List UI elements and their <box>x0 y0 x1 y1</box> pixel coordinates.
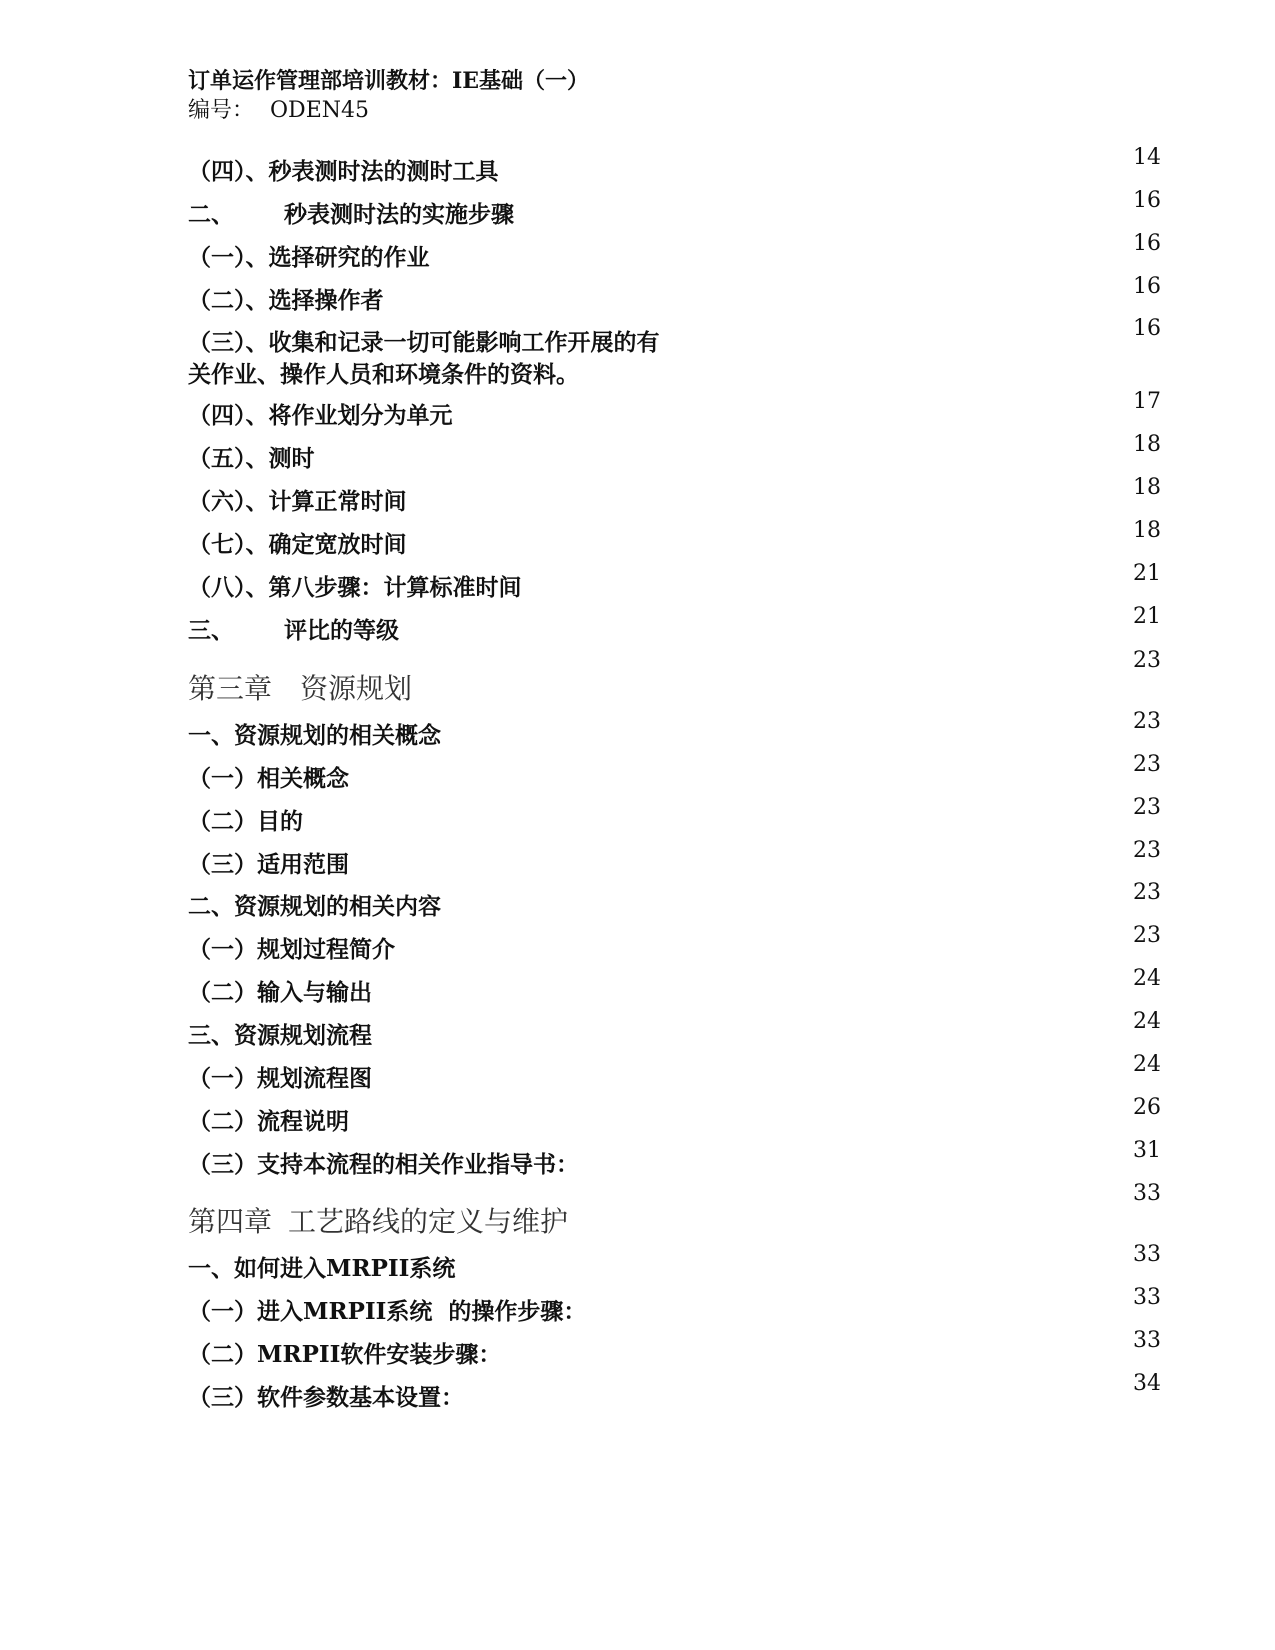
toc-entry-number: 二、 <box>188 201 234 228</box>
document-title: 订单运作管理部培训教材：IE基础（一） <box>188 68 590 94</box>
toc-entry-page: 23 <box>1133 838 1161 863</box>
toc-entry-page: 24 <box>1133 1009 1161 1034</box>
toc-entry-page: 18 <box>1133 432 1161 457</box>
toc-entry-page: 21 <box>1133 604 1161 629</box>
toc-entry-page: 23 <box>1133 795 1161 820</box>
toc-entry-label: （七）、确定宽放时间 <box>188 531 407 558</box>
toc-chapter-number: 第四章 <box>188 1205 273 1238</box>
toc-entry-page: 23 <box>1133 752 1161 777</box>
toc-entry-page: 21 <box>1133 561 1161 586</box>
toc-entry-label: （三）、收集和记录一切可能影响工作开展的有关作业、操作人员和环境条件的资料。 <box>188 329 660 388</box>
toc-entry-page: 31 <box>1133 1138 1161 1163</box>
toc-entry-page: 23 <box>1133 880 1161 905</box>
toc-entry-page: 16 <box>1133 231 1161 256</box>
toc-entry-page: 33 <box>1133 1328 1161 1353</box>
toc-entry-label: （八）、第八步骤：计算标准时间 <box>188 574 522 601</box>
toc-entry-label: （三）软件参数基本设置： <box>188 1384 464 1411</box>
toc-entry-label: （三）支持本流程的相关作业指导书： <box>188 1151 579 1178</box>
toc-entry-page: 18 <box>1133 475 1161 500</box>
toc-entry-label: 一、资源规划的相关概念 <box>188 722 441 749</box>
toc-entry-page: 24 <box>1133 1052 1161 1077</box>
toc-entry-page: 26 <box>1133 1095 1161 1120</box>
toc-entry-label: （二）目的 <box>188 808 303 835</box>
toc-entry-label: 评比的等级 <box>284 617 399 644</box>
toc-entry-page: 23 <box>1133 709 1161 734</box>
toc-chapter-number: 第三章 <box>188 672 273 705</box>
toc-entry-label: （二）MRPII软件安装步骤： <box>188 1341 502 1368</box>
toc-entry-page: 24 <box>1133 966 1161 991</box>
toc-entry-page: 16 <box>1133 316 1161 341</box>
toc-entry-label: （一）、选择研究的作业 <box>188 244 430 271</box>
toc-entry-label: 三、资源规划流程 <box>188 1022 372 1049</box>
toc-entry-label: （四）、秒表测时法的测时工具 <box>188 158 499 185</box>
toc-entry-page: 23 <box>1133 648 1161 673</box>
toc-entry-label: （一）规划过程简介 <box>188 936 395 963</box>
toc-entry-number: 三、 <box>188 617 234 644</box>
toc-entry-page: 16 <box>1133 188 1161 213</box>
toc-entry-label: （二）、选择操作者 <box>188 287 384 314</box>
toc-entry-label: 一、如何进入MRPII系统 <box>188 1255 456 1282</box>
toc-entry-label: （一）规划流程图 <box>188 1065 372 1092</box>
toc-entry-page: 18 <box>1133 518 1161 543</box>
document-code-label: 编号： <box>188 98 255 123</box>
toc-entry-page: 17 <box>1133 389 1161 414</box>
toc-entry-page: 33 <box>1133 1242 1161 1267</box>
toc-entry-label: （六）、计算正常时间 <box>188 488 407 515</box>
toc-chapter-title: 资源规划 <box>300 672 413 705</box>
toc-entry-page: 23 <box>1133 923 1161 948</box>
toc-entry-label: （一）相关概念 <box>188 765 349 792</box>
toc-entry-label: 二、资源规划的相关内容 <box>188 893 441 920</box>
document-code-value: ODEN45 <box>270 98 369 123</box>
toc-entry-page: 14 <box>1133 145 1161 170</box>
toc-entry-label: （一）进入MRPII系统 的操作步骤： <box>188 1298 587 1325</box>
toc-entry-label: （二）输入与输出 <box>188 979 372 1006</box>
toc-entry-page: 33 <box>1133 1181 1161 1206</box>
toc-entry-page: 34 <box>1133 1371 1161 1396</box>
toc-entry-page: 16 <box>1133 274 1161 299</box>
toc-entry-label: （四）、将作业划分为单元 <box>188 402 453 429</box>
toc-entry-page: 33 <box>1133 1285 1161 1310</box>
toc-entry-label: （二）流程说明 <box>188 1108 349 1135</box>
toc-entry-label: （三）适用范围 <box>188 851 349 878</box>
toc-entry-label: 秒表测时法的实施步骤 <box>284 201 514 228</box>
toc-chapter-title: 工艺路线的定义与维护 <box>288 1205 569 1238</box>
toc-entry-label: （五）、测时 <box>188 445 315 472</box>
